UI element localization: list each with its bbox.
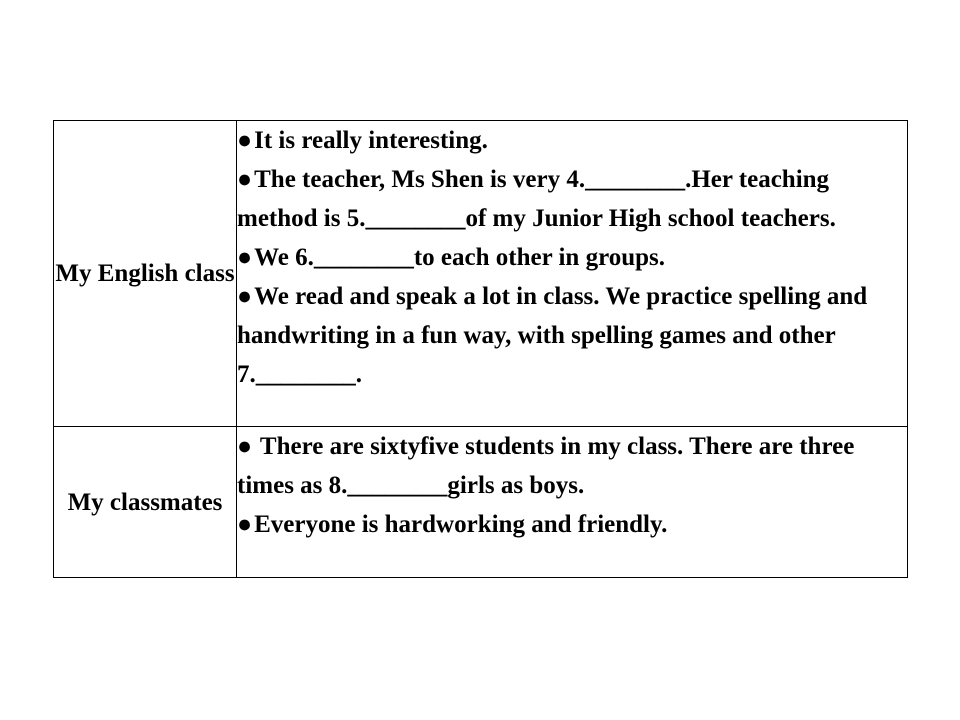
bullet-icon: ● (237, 433, 253, 460)
list-item-text: We read and speak a lot in class. We practice spelling and handwriting in a fun way, with spelling games and other 7.________. (237, 283, 868, 388)
list-item-text: Everyone is hardworking and friendly. (254, 511, 668, 538)
list-item-text: We 6.________to each other in groups. (254, 244, 665, 271)
row-label-english-class (54, 121, 237, 427)
content-cell-classmates (237, 427, 908, 578)
list-item-text: It is really interesting. (254, 127, 488, 154)
row-label-text: My classmates (67, 488, 223, 516)
list-item (237, 121, 907, 160)
row-label-classmates (54, 427, 237, 578)
row-label-text: My English class (55, 260, 235, 287)
bullet-icon: ● (237, 511, 253, 538)
bullet-icon: ● (237, 283, 253, 310)
list-item (237, 427, 907, 505)
list-item (237, 505, 907, 544)
list-item-text: There are sixtyfive students in my class. There are three times as 8.________girls as boys. (237, 433, 855, 499)
worksheet-table (53, 120, 908, 578)
table-row-english-class (54, 121, 908, 427)
table-row-classmates (54, 427, 908, 578)
list-item (237, 238, 907, 277)
list-item (237, 160, 907, 238)
list-item (237, 277, 907, 394)
bullet-icon: ● (237, 127, 253, 154)
bullet-icon: ● (237, 244, 253, 271)
content-cell-english-class (237, 121, 908, 427)
bullet-icon: ● (237, 166, 253, 193)
list-item-text: The teacher, Ms Shen is very 4.________.Her teaching method is 5.________of my Junior High school teachers. (237, 166, 836, 232)
